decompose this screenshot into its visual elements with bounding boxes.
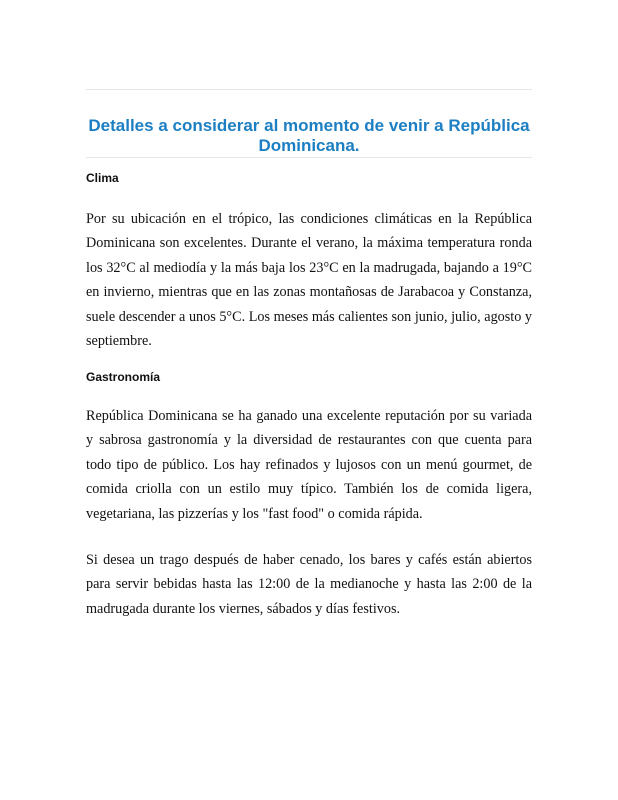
paragraph-gastronomia-restaurants: República Dominicana se ha ganado una excelente reputación por su variada y sabrosa gastronomía y la diversidad de restaurantes con que cuenta para todo tipo de público. Los hay refinados y lujosos con un menú gourmet, de comida criolla con un estilo muy típico. También los de comida ligera, vegetariana, las pizzerías y los "fast food" o comida rápida. xyxy=(86,408,532,522)
document-title: Detalles a considerar al momento de venir a República Dominicana. xyxy=(88,116,530,155)
section-heading-gastronomia: Gastronomía xyxy=(86,370,161,384)
paragraph-clima: Por su ubicación en el trópico, las condiciones climáticas en la República Dominicana son excelentes. Durante el verano, la máxima temperatura ronda los 32°C al mediodía y la más baja los 23°C en la madrugada, bajando a 19°C en invierno, mientras que en las zonas montañosas de Jarabacoa y Constanza, suele descender a unos 5°C. Los meses más calientes son junio, julio, agosto y septiembre. xyxy=(86,211,532,350)
title-divider xyxy=(86,157,532,158)
section-heading-clima: Clima xyxy=(86,171,119,185)
paragraph-gastronomia-bars: Si desea un trago después de haber cenado, los bares y cafés están abiertos para servir bebidas hasta las 12:00 de la medianoche y hasta las 2:00 de la madrugada durante los viernes, sábados y días festivos. xyxy=(86,552,532,617)
top-divider xyxy=(86,89,532,90)
